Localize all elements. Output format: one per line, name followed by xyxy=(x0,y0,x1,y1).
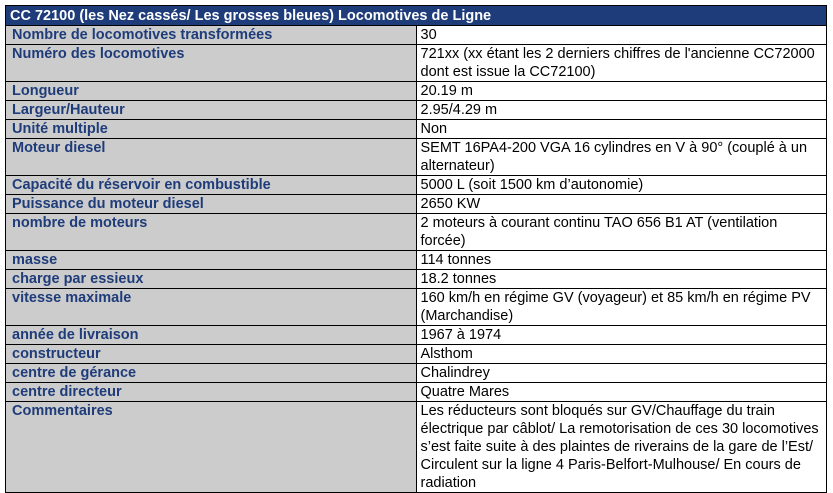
table-row xyxy=(6,82,827,101)
table-title: CC 72100 (les Nez cassés/ Les grosses bleues) Locomotives de Ligne xyxy=(6,6,827,26)
table-row xyxy=(6,364,827,383)
table-row xyxy=(6,345,827,364)
row-label: Moteur diesel xyxy=(6,139,417,176)
table-row xyxy=(6,26,827,45)
row-value: 1967 à 1974 xyxy=(416,326,827,345)
table-row xyxy=(6,45,827,82)
row-value: 18.2 tonnes xyxy=(416,270,827,289)
row-value: Quatre Mares xyxy=(416,383,827,402)
table-title-row xyxy=(6,6,827,26)
table-row xyxy=(6,139,827,176)
row-label: centre directeur xyxy=(6,383,417,402)
table-row xyxy=(6,402,827,493)
row-value: 2 moteurs à courant continu TAO 656 B1 AT (ventilation forcée) xyxy=(416,214,827,251)
row-label: Longueur xyxy=(6,82,417,101)
table-row xyxy=(6,326,827,345)
table-row xyxy=(6,176,827,195)
row-label: nombre de moteurs xyxy=(6,214,417,251)
row-label: Nombre de locomotives transformées xyxy=(6,26,417,45)
row-label: année de livraison xyxy=(6,326,417,345)
row-value: 5000 L (soit 1500 km d’autonomie) xyxy=(416,176,827,195)
table-row xyxy=(6,270,827,289)
row-label: Unité multiple xyxy=(6,120,417,139)
row-value: Alsthom xyxy=(416,345,827,364)
row-label: Capacité du réservoir en combustible xyxy=(6,176,417,195)
row-value: 114 tonnes xyxy=(416,251,827,270)
table-row xyxy=(6,101,827,120)
row-value: Les réducteurs sont bloqués sur GV/Chauffage du train électrique par câblot/ La remotorisation de ces 30 locomotives s’est faite suite à des plaintes de riverains de la gare de l’Est/ Circulent sur la ligne 4 Paris-Belfort-Mulhouse/ En cours de radiation xyxy=(416,402,827,493)
row-label: Puissance du moteur diesel xyxy=(6,195,417,214)
table-row xyxy=(6,120,827,139)
row-value: 30 xyxy=(416,26,827,45)
table-row xyxy=(6,214,827,251)
row-label: constructeur xyxy=(6,345,417,364)
row-value: 2650 KW xyxy=(416,195,827,214)
row-value: SEMT 16PA4-200 VGA 16 cylindres en V à 90° (couplé à un alternateur) xyxy=(416,139,827,176)
table-row xyxy=(6,251,827,270)
table-row xyxy=(6,289,827,326)
row-value: Chalindrey xyxy=(416,364,827,383)
table-row xyxy=(6,195,827,214)
row-label: centre de gérance xyxy=(6,364,417,383)
row-value: 160 km/h en régime GV (voyageur) et 85 km/h en régime PV (Marchandise) xyxy=(416,289,827,326)
row-label: vitesse maximale xyxy=(6,289,417,326)
row-label: Commentaires xyxy=(6,402,417,493)
table-row xyxy=(6,383,827,402)
row-label: charge par essieux xyxy=(6,270,417,289)
row-value: 20.19 m xyxy=(416,82,827,101)
row-label: Numéro des locomotives xyxy=(6,45,417,82)
row-value: 721xx (xx étant les 2 derniers chiffres de l'ancienne CC72000 dont est issue la CC72100) xyxy=(416,45,827,82)
row-value: 2.95/4.29 m xyxy=(416,101,827,120)
locomotive-spec-table xyxy=(5,5,827,493)
row-label: masse xyxy=(6,251,417,270)
row-value: Non xyxy=(416,120,827,139)
row-label: Largeur/Hauteur xyxy=(6,101,417,120)
